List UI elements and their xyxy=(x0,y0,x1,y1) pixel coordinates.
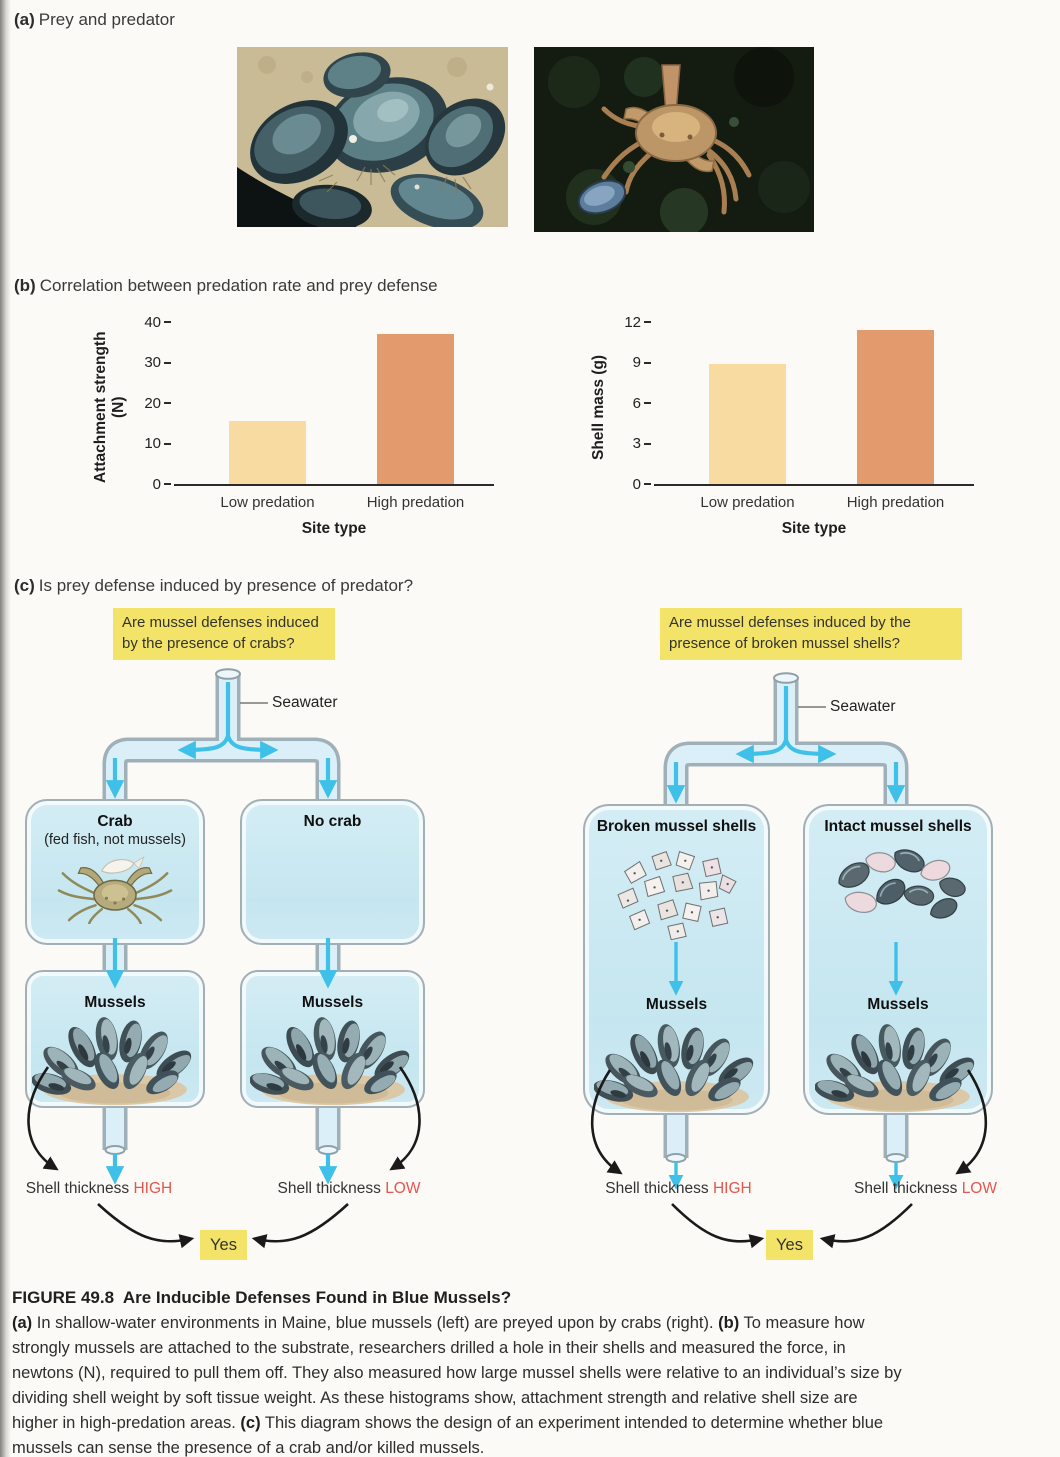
y-tick-40: 40 xyxy=(144,313,171,331)
y-tick-30: 30 xyxy=(144,354,171,372)
mussels-illustration xyxy=(594,1019,760,1113)
x-axis-title: Site type xyxy=(301,520,367,537)
experiment-diagram xyxy=(0,602,1046,1278)
chamber-intact-shells xyxy=(803,804,993,1115)
mussels-label: Mussels xyxy=(301,994,364,1011)
bar-low-predation xyxy=(229,421,306,484)
conclusion-yes-left: Yes xyxy=(200,1230,247,1260)
mussels-label: Mussels xyxy=(867,996,929,1013)
chamber-crab xyxy=(25,799,205,945)
caption-a-tag: (a) xyxy=(12,1314,33,1332)
y-tick-0: 0 xyxy=(633,475,651,493)
chamber-title: Broken mussel shells xyxy=(596,818,757,835)
plot-area xyxy=(144,313,494,493)
result-shell-thickness-high-left: Shell thickness HIGH xyxy=(25,1180,173,1197)
mussels-label: Mussels xyxy=(84,994,146,1011)
caption-c-tag: (c) xyxy=(240,1414,261,1432)
y-tick-3: 3 xyxy=(633,435,651,453)
question-box-crabs: Are mussel defenses induced by the presence of crabs? xyxy=(113,608,335,660)
y-axis-label: Attachment strength (N) xyxy=(92,331,127,483)
section-b-label xyxy=(14,276,1060,296)
y-tick-10: 10 xyxy=(144,435,171,453)
figure-caption xyxy=(12,1288,904,1457)
y-tick-12: 12 xyxy=(624,313,651,331)
result-value: HIGH xyxy=(712,1180,752,1197)
y-tick-0: 0 xyxy=(153,475,171,493)
blue-mussels-photo xyxy=(237,47,508,227)
caption-c-text: This diagram shows the design of an experiment intended to determine whether blue mussels can sense the presence of a crab and/or killed mussels. xyxy=(12,1414,884,1457)
caption-b-text: To measure how strongly mussels are attached to the substrate, researchers drilled a hole in their shells and measured the force, in newtons (N), required to pull them off. They also measured how large mussel shells were relative to an individual’s size by dividing shell weight by soft tissue weight. As these histograms show, attachment strength and relative shell size are higher in high-predation areas. xyxy=(12,1314,902,1432)
y-tick-6: 6 xyxy=(633,394,651,412)
caption-title: FIGURE 49.8 Are Inducible Defenses Found in Blue Mussels? xyxy=(12,1288,512,1307)
shell-mass-chart xyxy=(590,313,974,538)
section-a-title: Prey and predator xyxy=(38,10,175,29)
bar-low-predation xyxy=(709,364,786,484)
chart-row xyxy=(14,313,1060,538)
section-experiment-diagram xyxy=(14,576,1060,1278)
question-box-shells: Are mussel defenses induced by the presence of broken mussel shells? xyxy=(660,608,962,660)
intact-shells-illustration xyxy=(822,844,974,944)
section-correlation-charts xyxy=(14,276,1060,538)
conclusion-yes-right: Yes xyxy=(766,1230,813,1260)
category-labels xyxy=(654,486,974,513)
result-shell-thickness-high-right: Shell thickness HIGH xyxy=(605,1180,752,1197)
crab-photo xyxy=(534,47,814,232)
chamber-no-crab xyxy=(240,799,425,945)
chamber-broken-shells xyxy=(583,804,770,1115)
bar-high-predation xyxy=(857,330,934,484)
bar-high-predation xyxy=(377,334,454,484)
mussels-label: Mussels xyxy=(645,996,708,1013)
caption-b-tag: (b) xyxy=(718,1314,740,1332)
attachment-strength-chart xyxy=(92,313,494,538)
y-axis-label: Shell mass (g) xyxy=(590,354,607,460)
chamber-title: Crab xyxy=(97,813,133,830)
category-label: High predation xyxy=(366,494,465,511)
category-label: Low predation xyxy=(700,494,795,511)
plot-area xyxy=(624,313,974,493)
section-a-label xyxy=(14,10,1060,30)
crab-illustration xyxy=(54,850,176,924)
section-c-label xyxy=(14,576,1060,596)
mussels-illustration xyxy=(32,1012,198,1106)
seawater-label-left: Seawater xyxy=(272,694,338,711)
section-b-title: Correlation between predation rate and prey defense xyxy=(39,276,438,295)
chamber-subtitle: (fed fish, not mussels) xyxy=(44,832,186,848)
category-label: High predation xyxy=(846,494,945,511)
result-shell-thickness-low-left: Shell thickness LOW xyxy=(277,1180,421,1197)
broken-shells-illustration xyxy=(601,840,753,948)
mussels-illustration xyxy=(815,1019,981,1113)
section-prey-and-predator xyxy=(0,0,1060,232)
category-labels xyxy=(174,486,494,513)
chamber-title: Intact mussel shells xyxy=(824,818,972,835)
mussels-illustration xyxy=(250,1012,416,1106)
result-value: LOW xyxy=(961,1180,997,1197)
x-axis-title: Site type xyxy=(781,520,847,537)
y-tick-20: 20 xyxy=(144,394,171,412)
y-tick-9: 9 xyxy=(633,354,651,372)
result-value: LOW xyxy=(385,1180,421,1197)
photo-row xyxy=(237,47,1060,232)
chamber-mussels-2 xyxy=(240,970,425,1108)
result-shell-thickness-low-right: Shell thickness LOW xyxy=(853,1180,997,1197)
section-a-tag: (a) xyxy=(14,10,35,29)
caption-body xyxy=(12,1311,904,1457)
category-label: Low predation xyxy=(220,494,315,511)
section-c-title: Is prey defense induced by presence of predator? xyxy=(38,576,414,595)
seawater-label-right: Seawater xyxy=(830,698,896,715)
caption-a-text: In shallow-water environments in Maine, blue mussels (left) are preyed upon by crabs (right). xyxy=(32,1314,719,1332)
section-b-tag: (b) xyxy=(14,276,36,295)
chamber-title: No crab xyxy=(303,813,362,830)
result-value: HIGH xyxy=(133,1180,173,1197)
section-c-tag: (c) xyxy=(14,576,35,595)
chamber-mussels-1 xyxy=(25,970,205,1108)
